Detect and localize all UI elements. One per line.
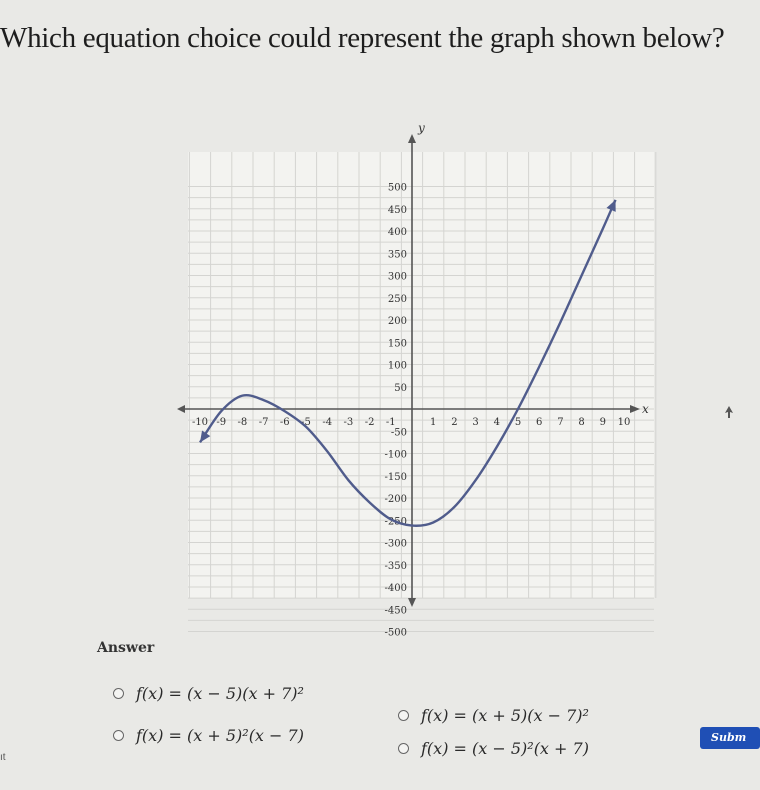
y-tick-label: -450 [384, 605, 407, 617]
y-tick-label: 300 [387, 271, 407, 283]
y-tick-label: 500 [387, 182, 407, 194]
choice-1[interactable] [113, 684, 304, 703]
x-tick-label: -2 [364, 417, 375, 428]
x-tick-label: 5 [514, 417, 522, 428]
y-tick-label: -300 [384, 538, 407, 550]
x-tick-label: 2 [451, 417, 458, 428]
radio-button-3[interactable] [398, 710, 409, 721]
choice-4-text: f(x) = (x − 5)²(x + 7) [421, 739, 589, 758]
radio-button-4[interactable] [398, 743, 409, 754]
radio-button-2[interactable] [113, 730, 124, 741]
x-tick-label: 1 [430, 417, 437, 428]
x-tick-label: -6 [279, 417, 290, 428]
y-tick-label: 150 [387, 338, 407, 350]
y-tick-label: 250 [387, 293, 407, 305]
x-tick-label: -8 [237, 417, 248, 428]
y-axis-arrow-down [408, 598, 416, 607]
x-tick-label: 3 [472, 417, 479, 428]
y-axis-arrow [408, 134, 416, 143]
y-axis-label: y [418, 121, 425, 135]
choice-4[interactable] [398, 739, 589, 758]
choice-2[interactable] [113, 726, 304, 745]
x-tick-label: 4 [493, 417, 500, 428]
y-tick-label: 100 [387, 360, 407, 372]
x-tick-label: -5 [301, 417, 311, 428]
x-axis-arrow-left [177, 405, 185, 413]
choice-2-text: f(x) = (x + 5)²(x − 7) [136, 726, 304, 745]
y-tick-label: -100 [384, 449, 407, 461]
y-tick-label: 400 [387, 227, 407, 238]
x-tick-label: 10 [617, 417, 631, 428]
x-tick-label: -3 [343, 417, 354, 428]
x-tick-label: -7 [258, 417, 269, 428]
y-tick-label: 350 [387, 249, 407, 261]
choice-3-text: f(x) = (x + 5)(x − 7)² [421, 706, 589, 725]
y-tick-label: 200 [387, 316, 407, 327]
x-axis-label: x [642, 402, 649, 416]
x-tick-label: 8 [578, 417, 585, 428]
edge-text: ıt [0, 752, 6, 763]
choice-3[interactable] [398, 706, 589, 725]
x-tick-label: -10 [191, 417, 209, 428]
x-tick-label: -9 [216, 417, 227, 428]
y-tick-label: -500 [384, 627, 407, 639]
y-tick-label: -50 [390, 427, 407, 439]
y-tick-label: -350 [384, 560, 407, 572]
y-tick-label: -200 [384, 494, 407, 505]
y-tick-label: -250 [384, 516, 407, 528]
x-tick-label: -1 [385, 417, 396, 428]
x-tick-label: 9 [599, 417, 606, 428]
x-tick-label: -4 [322, 417, 333, 428]
x-tick-label: 7 [557, 417, 564, 428]
question-text: Which equation choice could represent the graph shown below? [0, 22, 725, 54]
y-tick-label: 450 [387, 204, 407, 216]
y-tick-label: 50 [394, 382, 407, 394]
submit-button[interactable]: Subm [700, 727, 760, 749]
answer-label: Answer [97, 640, 155, 656]
y-tick-label: -400 [384, 583, 407, 594]
x-tick-label: 6 [536, 417, 543, 428]
y-tick-label: -150 [384, 471, 407, 483]
mouse-cursor-icon [723, 405, 735, 421]
choice-1-text: f(x) = (x − 5)(x + 7)² [136, 684, 304, 703]
radio-button-1[interactable] [113, 688, 124, 699]
